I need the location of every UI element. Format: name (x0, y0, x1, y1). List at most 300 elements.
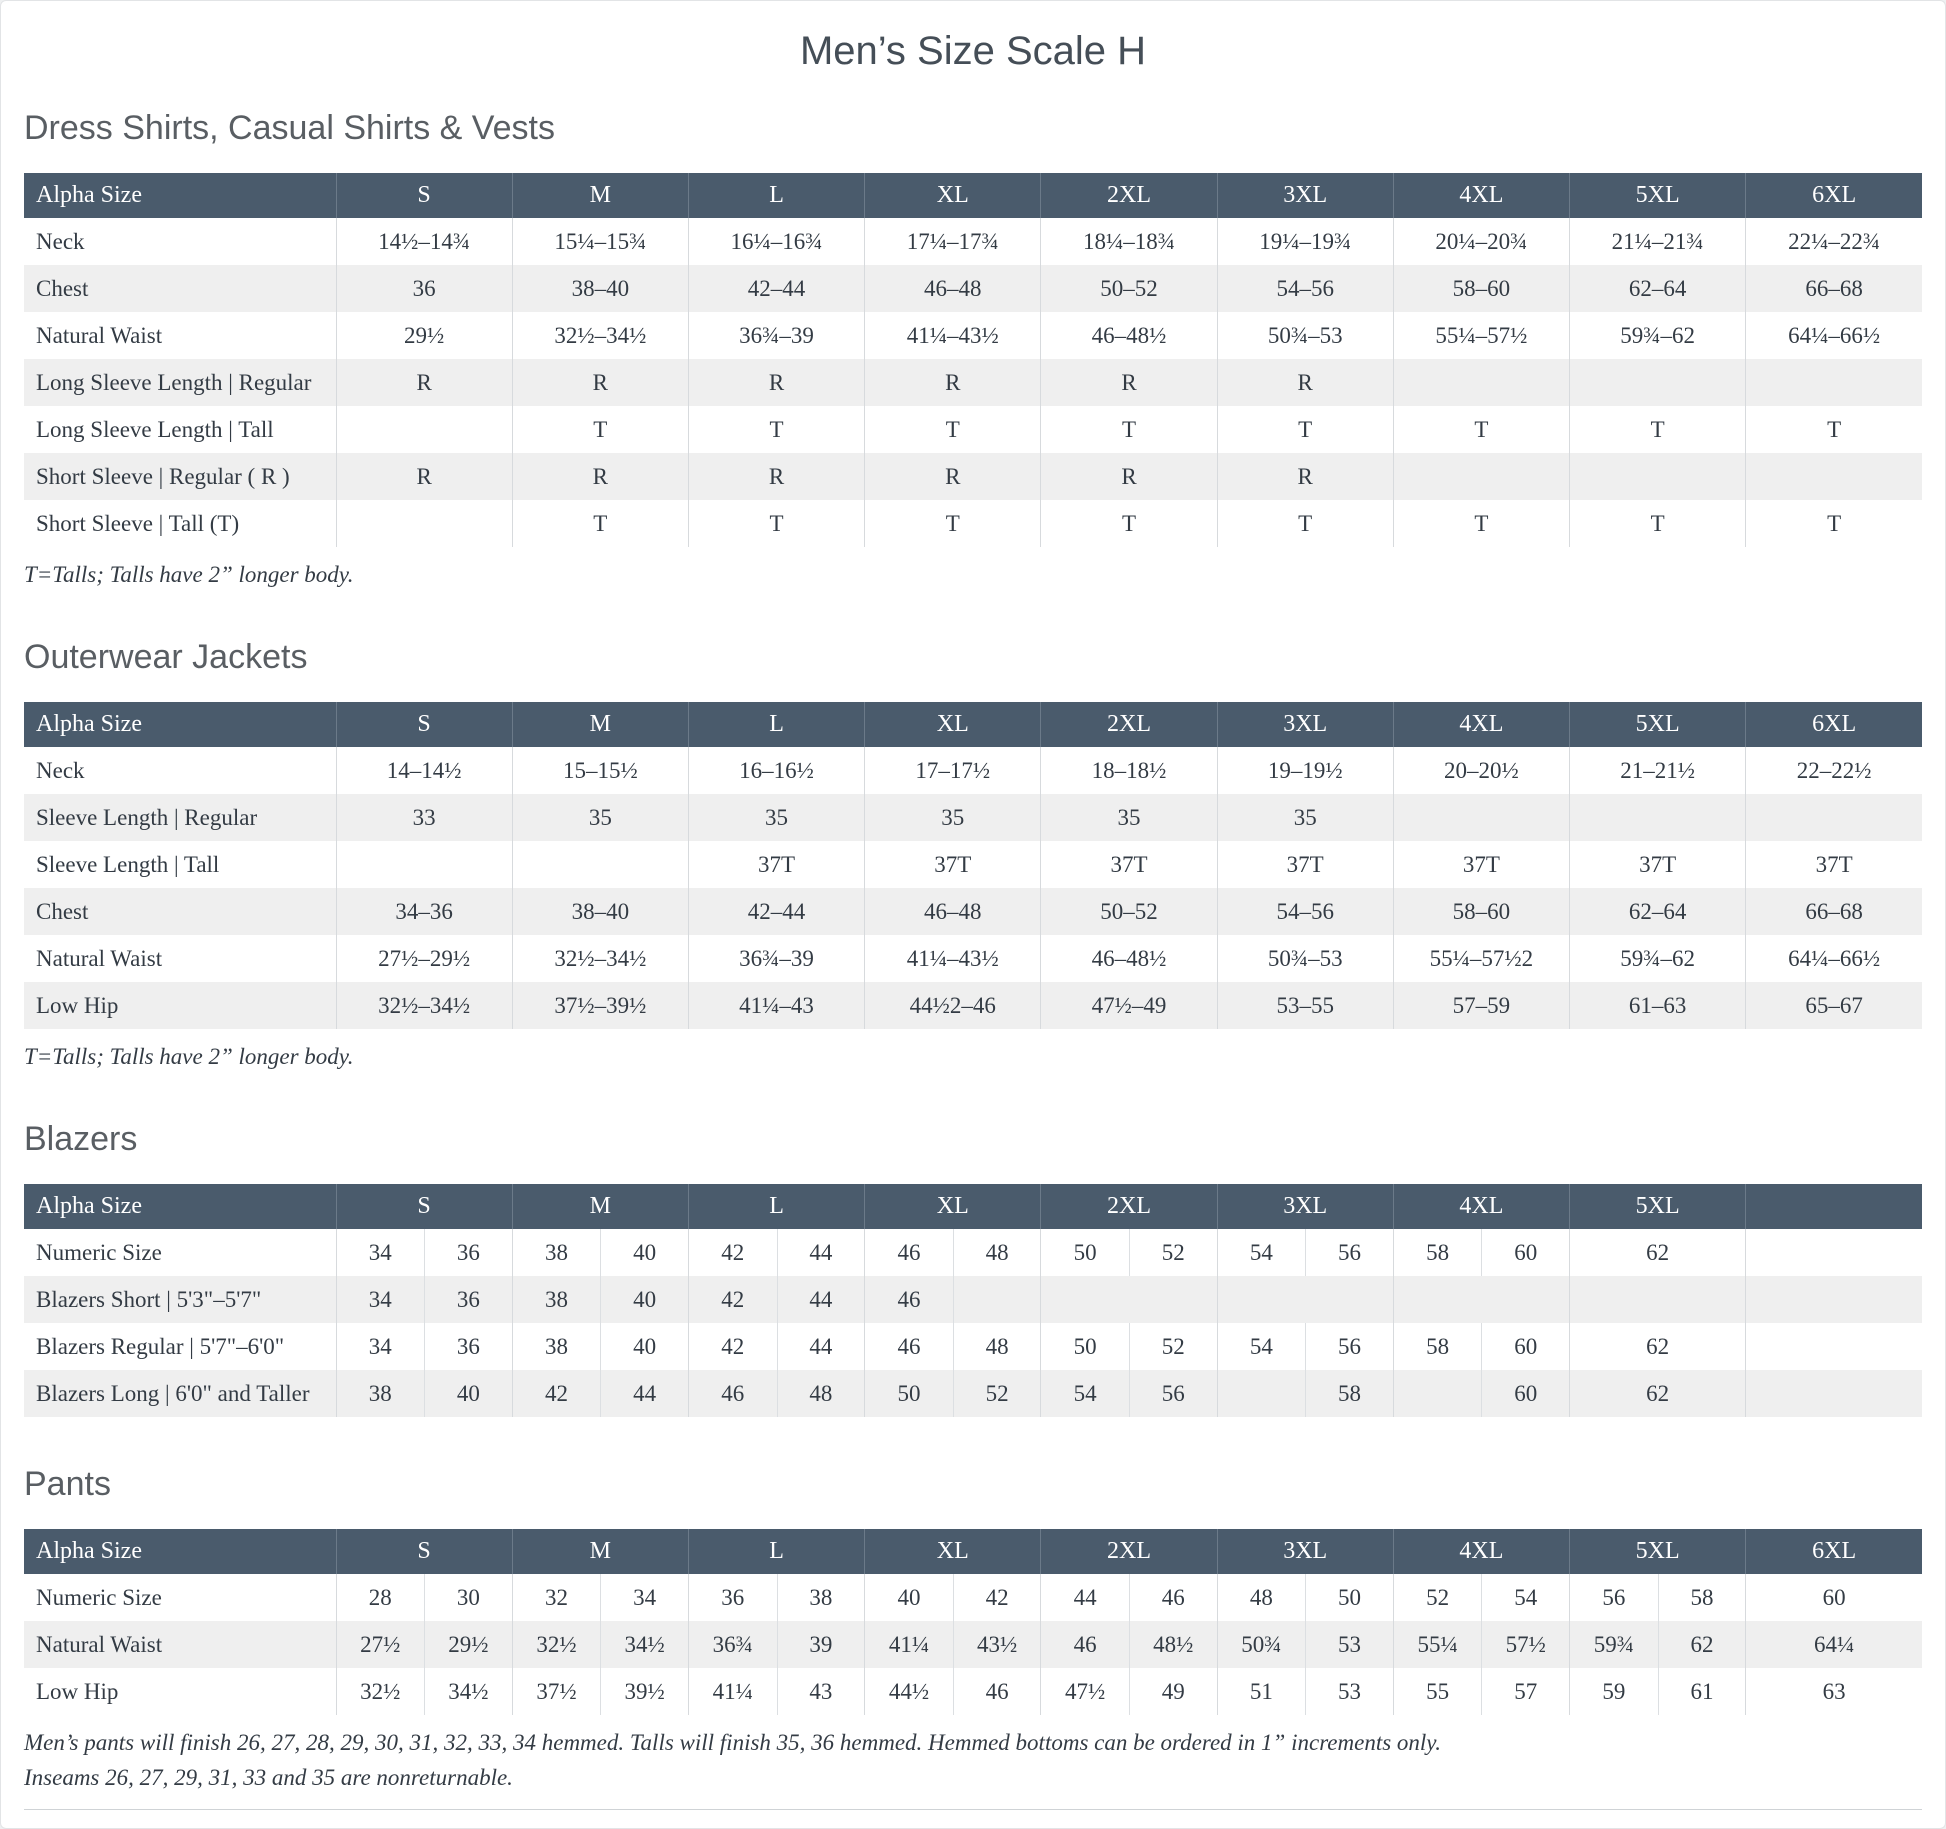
size-value: 30 (424, 1574, 512, 1621)
table-row (24, 794, 1922, 841)
size-cell (1746, 453, 1922, 500)
row-label: Long Sleeve Length | Regular (36, 369, 312, 395)
size-value: 59¾ (1593, 1631, 1634, 1657)
size-value: 48 (1249, 1584, 1273, 1610)
split-cell (1570, 1668, 1745, 1715)
size-value: 52 (1129, 1323, 1217, 1370)
size-cell (688, 1323, 864, 1370)
split-cell (1218, 1229, 1393, 1276)
size-cell (336, 500, 512, 547)
col-header-4XL: 4XL (1393, 702, 1569, 747)
split-cell (689, 1276, 864, 1323)
table-row (24, 359, 1922, 406)
size-cell (1041, 1229, 1217, 1276)
size-value: 46 (721, 1380, 745, 1406)
size-cell (512, 1621, 688, 1668)
split-cell (1218, 1621, 1393, 1668)
col-header-2XL: 2XL (1041, 1184, 1217, 1229)
size-value: 34 (600, 1574, 688, 1621)
size-cell: 35 (688, 794, 864, 841)
size-cell: 15¼–15¾ (512, 218, 688, 265)
size-cell: T (512, 500, 688, 547)
row-label: Numeric Size (36, 1584, 162, 1610)
table-row (24, 1229, 1922, 1276)
bottom-divider (24, 1809, 1922, 1810)
size-cell: T (1393, 500, 1569, 547)
size-cell: 35 (1217, 794, 1393, 841)
split-cell (337, 1621, 512, 1668)
size-value: 50¾ (1241, 1631, 1282, 1657)
size-cell: T (1217, 500, 1393, 547)
size-value: 50 (1073, 1333, 1097, 1359)
size-value: 48½ (1129, 1621, 1217, 1668)
size-cell: 46–48½ (1041, 935, 1217, 982)
size-cell: 21–21½ (1570, 747, 1746, 794)
size-cell: 32½–34½ (512, 935, 688, 982)
col-header-S: S (336, 1529, 512, 1574)
table-row (24, 1370, 1922, 1417)
size-value: 46 (1129, 1574, 1217, 1621)
size-value: 57½ (1481, 1621, 1569, 1668)
size-cell (688, 1621, 864, 1668)
size-value: 38 (545, 1286, 569, 1312)
size-cell: T (865, 500, 1041, 547)
split-cell (1394, 1621, 1569, 1668)
size-value: 40 (600, 1323, 688, 1370)
row-label: Short Sleeve | Tall (T) (36, 510, 240, 536)
size-value: 47½ (1065, 1678, 1106, 1704)
table-row (24, 1323, 1922, 1370)
size-value: 37½ (536, 1678, 577, 1704)
size-value: 60 (1481, 1370, 1569, 1417)
size-cell: R (1217, 359, 1393, 406)
size-cell: T (512, 406, 688, 453)
size-cell: 22¼–22¾ (1746, 218, 1922, 265)
size-cell (512, 1668, 688, 1715)
size-cell: T (1041, 406, 1217, 453)
size-cell: T (865, 406, 1041, 453)
size-cell: R (1041, 453, 1217, 500)
size-cell (1570, 794, 1746, 841)
size-value: 50 (897, 1380, 921, 1406)
split-cell (1570, 1574, 1745, 1621)
col-header-M: M (512, 173, 688, 218)
size-cell (1393, 1229, 1569, 1276)
size-cell: 62 (1570, 1229, 1746, 1276)
size-cell: 66–68 (1746, 888, 1922, 935)
row-label: Blazers Short | 5'3"–5'7" (36, 1286, 262, 1312)
split-cell (689, 1574, 864, 1621)
size-value: 44 (1073, 1584, 1097, 1610)
col-header-3XL: 3XL (1217, 1184, 1393, 1229)
size-cell (512, 1323, 688, 1370)
size-value: 41¼ (888, 1631, 930, 1657)
size-cell: R (688, 359, 864, 406)
size-value: 36 (721, 1584, 745, 1610)
col-header-6XL: 6XL (1746, 702, 1922, 747)
size-cell: 16¼–16¾ (688, 218, 864, 265)
col-header-5XL: 5XL (1570, 173, 1746, 218)
size-value: 54 (1481, 1574, 1569, 1621)
size-cell (1393, 794, 1569, 841)
section-title-outerwear-jackets: Outerwear Jackets (24, 638, 308, 676)
size-cell: 44½2–46 (865, 982, 1041, 1029)
size-cell: 33 (336, 794, 512, 841)
col-header-5XL: 5XL (1570, 702, 1746, 747)
size-value: 58 (1426, 1239, 1450, 1265)
size-cell (1393, 1370, 1569, 1417)
size-value: 40 (600, 1276, 688, 1323)
size-cell (336, 1370, 512, 1417)
size-cell (1746, 794, 1922, 841)
col-header-XL: XL (865, 702, 1041, 747)
size-cell: R (865, 453, 1041, 500)
size-cell (1393, 1323, 1569, 1370)
size-cell: T (1746, 406, 1922, 453)
size-cell (1217, 1668, 1393, 1715)
size-cell (1570, 1621, 1746, 1668)
size-cell: 37T (1570, 841, 1746, 888)
size-value: 34½ (424, 1668, 512, 1715)
size-cell: 36¾–39 (688, 935, 864, 982)
col-header-2XL: 2XL (1041, 173, 1217, 218)
size-cell: 50–52 (1041, 265, 1217, 312)
size-table-outerwear-jackets (24, 702, 1922, 1029)
section-dress-shirts (24, 107, 1922, 590)
size-value: 46 (1073, 1631, 1097, 1657)
size-value: 43½ (953, 1621, 1041, 1668)
row-label: Numeric Size (36, 1239, 162, 1265)
size-cell: T (1570, 406, 1746, 453)
size-value: 44 (777, 1323, 865, 1370)
size-cell: 54–56 (1217, 888, 1393, 935)
size-value: 48 (777, 1370, 865, 1417)
row-label: Chest (36, 275, 89, 301)
size-value: 60 (1481, 1229, 1569, 1276)
size-value: 29½ (424, 1621, 512, 1668)
size-cell: 16–16½ (688, 747, 864, 794)
size-value (1218, 1370, 1306, 1417)
size-cell (688, 1370, 864, 1417)
col-header-M: M (512, 702, 688, 747)
size-cell: 15–15½ (512, 747, 688, 794)
table-row (24, 747, 1922, 794)
table-row (24, 1668, 1922, 1715)
size-value: 53 (1305, 1668, 1393, 1715)
col-header-L: L (688, 1529, 864, 1574)
split-cell (865, 1323, 1040, 1370)
size-cell: 18–18½ (1041, 747, 1217, 794)
size-value: 58 (1426, 1333, 1450, 1359)
table-row (24, 888, 1922, 935)
size-cell: 18¼–18¾ (1041, 218, 1217, 265)
size-cell (1041, 1621, 1217, 1668)
size-value: 52 (953, 1370, 1041, 1417)
size-value: 42 (721, 1239, 745, 1265)
size-table-blazers (24, 1184, 1922, 1417)
table-row (24, 1276, 1922, 1323)
section-title-dress-shirts: Dress Shirts, Casual Shirts & Vests (24, 109, 555, 147)
split-cell (513, 1370, 688, 1417)
size-cell: T (1570, 500, 1746, 547)
col-header-alpha-size: Alpha Size (24, 1529, 336, 1574)
table-row (24, 218, 1922, 265)
size-cell (1393, 359, 1569, 406)
size-cell: 59¾–62 (1570, 312, 1746, 359)
size-cell: 63 (1746, 1668, 1922, 1715)
size-value: 36¾ (712, 1631, 753, 1657)
row-label: Sleeve Length | Tall (36, 851, 220, 877)
size-cell (1570, 359, 1746, 406)
size-cell: 41¼–43 (688, 982, 864, 1029)
size-cell: 34–36 (336, 888, 512, 935)
col-header-L: L (688, 173, 864, 218)
size-value: 54 (1249, 1333, 1273, 1359)
size-value: 36 (424, 1229, 512, 1276)
size-cell (512, 1276, 688, 1323)
col-header-2XL: 2XL (1041, 702, 1217, 747)
split-cell (689, 1621, 864, 1668)
footnote: Inseams 26, 27, 29, 31, 33 and 35 are nonreturnable. (24, 1765, 513, 1790)
size-cell (865, 1668, 1041, 1715)
size-cell: 32½–34½ (336, 982, 512, 1029)
table-row (24, 500, 1922, 547)
col-header-3XL: 3XL (1217, 173, 1393, 218)
col-header-6XL: 6XL (1746, 173, 1922, 218)
col-header-S: S (336, 173, 512, 218)
size-cell (865, 1323, 1041, 1370)
row-label: Neck (36, 757, 85, 783)
size-cell (688, 1276, 864, 1323)
size-value: 62 (1658, 1621, 1746, 1668)
split-cell (337, 1574, 512, 1621)
size-cell: 58–60 (1393, 265, 1569, 312)
size-cell: 62 (1570, 1323, 1746, 1370)
split-cell (689, 1668, 864, 1715)
size-value: 60 (1481, 1323, 1569, 1370)
col-header-3XL: 3XL (1217, 1529, 1393, 1574)
size-cell: 27½–29½ (336, 935, 512, 982)
table-row (24, 1621, 1922, 1668)
size-value: 49 (1129, 1668, 1217, 1715)
size-value: 41¼ (712, 1678, 753, 1704)
size-value: 32 (545, 1584, 569, 1610)
size-value: 59 (1602, 1678, 1626, 1704)
size-cell (1393, 453, 1569, 500)
size-value: 56 (1129, 1370, 1217, 1417)
size-value: 48 (953, 1229, 1041, 1276)
size-value: 55¼ (1417, 1631, 1458, 1657)
row-label: Sleeve Length | Regular (36, 804, 258, 830)
size-cell: 64¼–66½ (1746, 935, 1922, 982)
split-cell (689, 1323, 864, 1370)
size-value: 51 (1249, 1678, 1273, 1704)
size-cell: 38–40 (512, 888, 688, 935)
size-cell (336, 1574, 512, 1621)
size-cell: R (688, 453, 864, 500)
split-cell (865, 1370, 1040, 1417)
size-value: 38 (545, 1333, 569, 1359)
row-label: Natural Waist (36, 322, 163, 348)
size-cell (336, 1323, 512, 1370)
split-cell (513, 1621, 688, 1668)
size-cell (865, 1276, 1041, 1323)
size-cell: R (512, 453, 688, 500)
size-cell: T (1217, 406, 1393, 453)
size-cell: T (688, 500, 864, 547)
col-header-4XL: 4XL (1393, 1529, 1569, 1574)
col-header-S: S (336, 1184, 512, 1229)
row-label: Low Hip (36, 992, 119, 1018)
row-label: Chest (36, 898, 89, 924)
size-cell: 22–22½ (1746, 747, 1922, 794)
split-cell (1570, 1621, 1745, 1668)
size-cell: 41¼–43½ (865, 935, 1041, 982)
size-value: 27½ (360, 1631, 401, 1657)
header-row (24, 702, 1922, 747)
size-cell: 46–48 (865, 265, 1041, 312)
col-header-M: M (512, 1184, 688, 1229)
table-row (24, 453, 1922, 500)
col-header-5XL: 5XL (1570, 1529, 1746, 1574)
split-cell (689, 1370, 864, 1417)
size-cell (1217, 1276, 1393, 1323)
size-cell (1393, 1621, 1569, 1668)
footnote: T=Talls; Talls have 2” longer body. (24, 562, 354, 587)
size-cell (1041, 1370, 1217, 1417)
col-header-4XL: 4XL (1393, 1184, 1569, 1229)
size-cell (1217, 1574, 1393, 1621)
section-blazers (24, 1118, 1922, 1417)
size-value: 58 (1658, 1574, 1746, 1621)
size-value: 56 (1602, 1584, 1626, 1610)
size-value: 34½ (600, 1621, 688, 1668)
size-cell: 46–48 (865, 888, 1041, 935)
size-cell: 50–52 (1041, 888, 1217, 935)
size-cell (336, 1668, 512, 1715)
size-cell: 29½ (336, 312, 512, 359)
size-cell (865, 1574, 1041, 1621)
size-cell: 42–44 (688, 888, 864, 935)
size-cell: 14–14½ (336, 747, 512, 794)
table-row (24, 841, 1922, 888)
split-cell (1041, 1229, 1216, 1276)
split-cell (865, 1621, 1040, 1668)
size-cell: 36 (336, 265, 512, 312)
row-label: Blazers Regular | 5'7"–6'0" (36, 1333, 285, 1359)
size-cell (1041, 1668, 1217, 1715)
size-value: 40 (600, 1229, 688, 1276)
size-value: 39 (777, 1621, 865, 1668)
size-cell (865, 1621, 1041, 1668)
col-header-S: S (336, 702, 512, 747)
split-cell (1041, 1574, 1216, 1621)
size-cell: 20–20½ (1393, 747, 1569, 794)
row-label: Long Sleeve Length | Tall (36, 416, 274, 442)
size-cell (1393, 1574, 1569, 1621)
size-value: 40 (424, 1370, 512, 1417)
split-cell (865, 1229, 1040, 1276)
size-value: 40 (897, 1584, 921, 1610)
split-cell (1041, 1621, 1216, 1668)
size-cell: T (1041, 500, 1217, 547)
size-cell (336, 1229, 512, 1276)
size-cell (512, 1229, 688, 1276)
row-label: Low Hip (36, 1678, 119, 1704)
size-value: 56 (1305, 1229, 1393, 1276)
size-cell: 61–63 (1570, 982, 1746, 1029)
split-cell (689, 1229, 864, 1276)
split-cell (1041, 1323, 1216, 1370)
size-cell (688, 1229, 864, 1276)
size-cell (336, 406, 512, 453)
split-cell (1218, 1370, 1393, 1417)
col-header-XL: XL (865, 173, 1041, 218)
size-cell (1217, 1370, 1393, 1417)
row-label: Neck (36, 228, 85, 254)
size-cell: 35 (865, 794, 1041, 841)
col-header-L: L (688, 702, 864, 747)
size-value: 46 (897, 1239, 921, 1265)
size-value: 56 (1305, 1323, 1393, 1370)
size-cell: T (1393, 406, 1569, 453)
size-cell: 46–48½ (1041, 312, 1217, 359)
split-cell (337, 1370, 512, 1417)
size-value: 54 (1249, 1239, 1273, 1265)
split-cell (1394, 1574, 1569, 1621)
split-cell (1218, 1323, 1393, 1370)
col-header-L: L (688, 1184, 864, 1229)
size-cell: 37T (865, 841, 1041, 888)
size-value: 32½ (536, 1631, 577, 1657)
size-cell (688, 1574, 864, 1621)
size-table-pants (24, 1529, 1922, 1715)
size-value (1394, 1370, 1482, 1417)
size-value: 52 (1426, 1584, 1450, 1610)
size-cell: 35 (1041, 794, 1217, 841)
section-pants (24, 1463, 1922, 1793)
size-value: 50 (1305, 1574, 1393, 1621)
split-cell (1394, 1370, 1569, 1417)
size-value: 36 (424, 1323, 512, 1370)
size-cell: 20¼–20¾ (1393, 218, 1569, 265)
size-cell (1041, 1574, 1217, 1621)
size-value: 36 (424, 1276, 512, 1323)
size-cell (1570, 453, 1746, 500)
split-cell (337, 1668, 512, 1715)
size-cell: 36¾–39 (688, 312, 864, 359)
split-cell (513, 1668, 688, 1715)
col-header-2XL: 2XL (1041, 1529, 1217, 1574)
size-cell: 21¼–21¾ (1570, 218, 1746, 265)
size-cell: T (1746, 500, 1922, 547)
size-cell: 37T (1746, 841, 1922, 888)
size-cell: 37T (1041, 841, 1217, 888)
split-cell (1218, 1574, 1393, 1621)
split-cell (865, 1276, 1040, 1323)
split-cell (1218, 1668, 1393, 1715)
size-cell (1746, 359, 1922, 406)
size-cell: 58–60 (1393, 888, 1569, 935)
size-cell: 55¼–57½2 (1393, 935, 1569, 982)
size-cell (1217, 1621, 1393, 1668)
size-value: 54 (1073, 1380, 1097, 1406)
size-value: 44½ (888, 1678, 930, 1704)
footnote: Men’s pants will finish 26, 27, 28, 29, 30, 31, 32, 33, 34 hemmed. Talls will finish 35, 36 hemmed. Hemmed bottoms can be ordered in 1” increments only. (24, 1730, 1441, 1755)
size-cell (1570, 1668, 1746, 1715)
size-cell (336, 1276, 512, 1323)
size-value: 34 (368, 1286, 392, 1312)
